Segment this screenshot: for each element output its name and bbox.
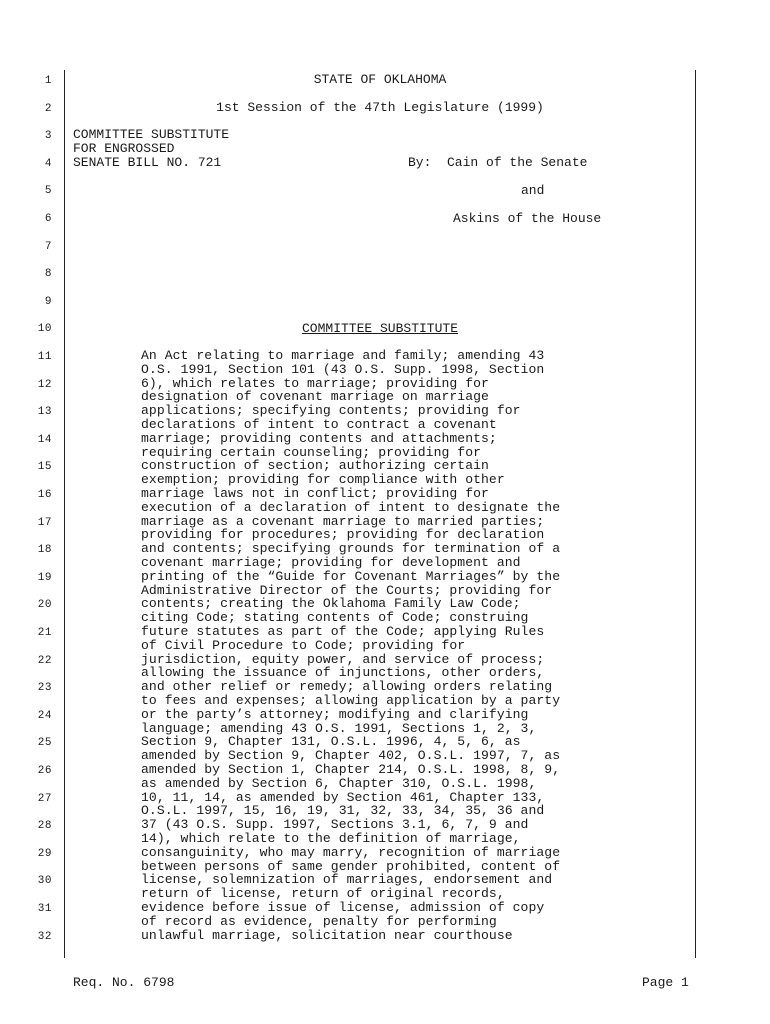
line-number: 24 xyxy=(37,709,52,722)
line-number: 22 xyxy=(37,654,52,667)
body-line: contents; creating the Oklahoma Family Law Code; xyxy=(141,596,521,612)
body-line: 37 (43 O.S. Supp. 1997, Sections 3.1, 6, 7, 9 and xyxy=(141,817,529,833)
line-number: 15 xyxy=(37,461,52,474)
line-number: 19 xyxy=(37,571,52,584)
body-line: of Civil Procedure to Code; providing for xyxy=(141,637,466,653)
body-line: license, solemnization of marriages, endorsement and xyxy=(141,872,553,888)
line-number: 5 xyxy=(44,185,52,198)
body-line: 10, 11, 14, as amended by Section 461, Chapter 133, xyxy=(141,789,545,805)
body-line: providing for procedures; providing for declaration xyxy=(141,527,545,543)
line-number: 17 xyxy=(37,516,52,529)
line-number: 27 xyxy=(37,792,52,805)
line-number: 4 xyxy=(44,157,52,170)
line-number: 28 xyxy=(37,820,52,833)
body-line: applications; specifying contents; providing for xyxy=(141,403,521,419)
line-number: 3 xyxy=(44,130,52,143)
body-line: 6), which relates to marriage; providing for xyxy=(141,375,489,391)
body-line: citing Code; stating contents of Code; construing xyxy=(141,610,529,626)
body-line: marriage as a covenant marriage to married parties; xyxy=(141,513,545,529)
body-line: Section 9, Chapter 131, O.S.L. 1996, 4, 5, 6, as xyxy=(141,734,521,750)
body-line: marriage; providing contents and attachments; xyxy=(141,430,497,446)
body-line: and other relief or remedy; allowing orders relating xyxy=(141,679,553,695)
body-line: covenant marriage; providing for development and xyxy=(141,555,521,570)
body-line: unlawful marriage, solicitation near courthouse xyxy=(141,927,513,943)
line-number: 26 xyxy=(37,765,52,777)
body-line: return of license, return of original records, xyxy=(141,886,505,902)
page-number: Page 1 xyxy=(642,975,689,990)
body-line: 14), which relate to the definition of marriage, xyxy=(141,831,521,846)
line-number: 25 xyxy=(37,737,52,750)
line-number: 6 xyxy=(44,213,52,225)
line-number: 18 xyxy=(37,544,52,557)
body-line: amended by Section 1, Chapter 214, O.S.L. 1998, 8, 9, xyxy=(141,762,561,777)
bill-number: SENATE BILL NO. 721 xyxy=(73,155,222,170)
line-number: 7 xyxy=(44,240,52,253)
line-number: 16 xyxy=(37,489,52,501)
body-line: Administrative Director of the Courts; providing for xyxy=(141,582,553,598)
body-line: jurisdiction, equity power, and service of process; xyxy=(141,651,545,667)
author-house: Askins of the House xyxy=(453,211,602,226)
body-line: O.S.L. 1997, 15, 16, 19, 31, 32, 33, 34, 35, 36 and xyxy=(141,803,545,819)
line-number: 11 xyxy=(37,351,52,363)
body-line: consanguinity, who may marry, recognition of marriage xyxy=(141,844,561,860)
body-line: marriage laws not in conflict; providing for xyxy=(141,486,489,501)
body-line: language; amending 43 O.S. 1991, Sections 1, 2, 3, xyxy=(141,720,537,736)
body-line: O.S. 1991, Section 101 (43 O.S. Supp. 1998, Section xyxy=(141,361,545,377)
line-number: 12 xyxy=(37,378,52,391)
request-number: Req. No. 6798 xyxy=(73,975,175,990)
line-number: 32 xyxy=(37,930,52,943)
author-senate: By: Cain of the Senate xyxy=(408,155,588,170)
body-line: designation of covenant marriage on marriage xyxy=(141,389,489,405)
committee-line-2: FOR ENGROSSED xyxy=(73,141,175,156)
body-line: of record as evidence, penalty for performing xyxy=(141,913,497,929)
body-line: allowing the issuance of injunctions, other orders, xyxy=(141,665,545,681)
section-title: COMMITTEE SUBSTITUTE xyxy=(301,321,459,336)
body-line: or the party’s attorney; modifying and clarifying xyxy=(141,706,529,722)
state-heading: STATE OF OKLAHOMA xyxy=(313,72,447,87)
session-heading: 1st Session of the 47th Legislature (1999) xyxy=(216,100,544,115)
line-number: 21 xyxy=(37,627,52,639)
right-margin-rule xyxy=(695,70,696,958)
body-line: between persons of same gender prohibited, content of xyxy=(141,858,561,874)
body-line: printing of the “Guide for Covenant Marriages” by the xyxy=(141,568,561,584)
line-number: 10 xyxy=(37,323,52,336)
body-line: future statutes as part of the Code; applying Rules xyxy=(141,624,545,639)
body-line: to fees and expenses; allowing application by a party xyxy=(141,693,561,708)
body-line: and contents; specifying grounds for termination of a xyxy=(141,541,561,557)
and-text: and xyxy=(521,183,545,198)
committee-line-1: COMMITTEE SUBSTITUTE xyxy=(73,127,230,142)
body-line: as amended by Section 6, Chapter 310, O.S.L. 1998, xyxy=(141,775,537,791)
body-line: execution of a declaration of intent to designate the xyxy=(141,499,561,515)
body-line: amended by Section 9, Chapter 402, O.S.L. 1997, 7, as xyxy=(141,748,561,764)
body-line: declarations of intent to contract a covenant xyxy=(141,417,497,432)
line-number: 9 xyxy=(44,295,52,308)
line-number: 31 xyxy=(37,903,52,915)
line-number: 1 xyxy=(44,75,52,87)
line-number: 14 xyxy=(37,433,52,446)
line-number: 13 xyxy=(37,406,52,419)
body-line: requiring certain counseling; providing for xyxy=(141,444,482,460)
body-line: An Act relating to marriage and family; amending 43 xyxy=(141,348,545,363)
line-number: 30 xyxy=(37,875,52,888)
line-number: 20 xyxy=(37,599,52,612)
line-number: 23 xyxy=(37,682,52,695)
line-number: 2 xyxy=(44,102,52,115)
line-number: 29 xyxy=(37,847,52,860)
line-number: 8 xyxy=(44,268,52,281)
body-line: construction of section; authorizing certain xyxy=(141,458,489,474)
body-line: evidence before issue of license, admission of copy xyxy=(141,900,545,915)
left-margin-rule xyxy=(64,70,65,958)
body-line: exemption; providing for compliance with other xyxy=(141,472,505,488)
